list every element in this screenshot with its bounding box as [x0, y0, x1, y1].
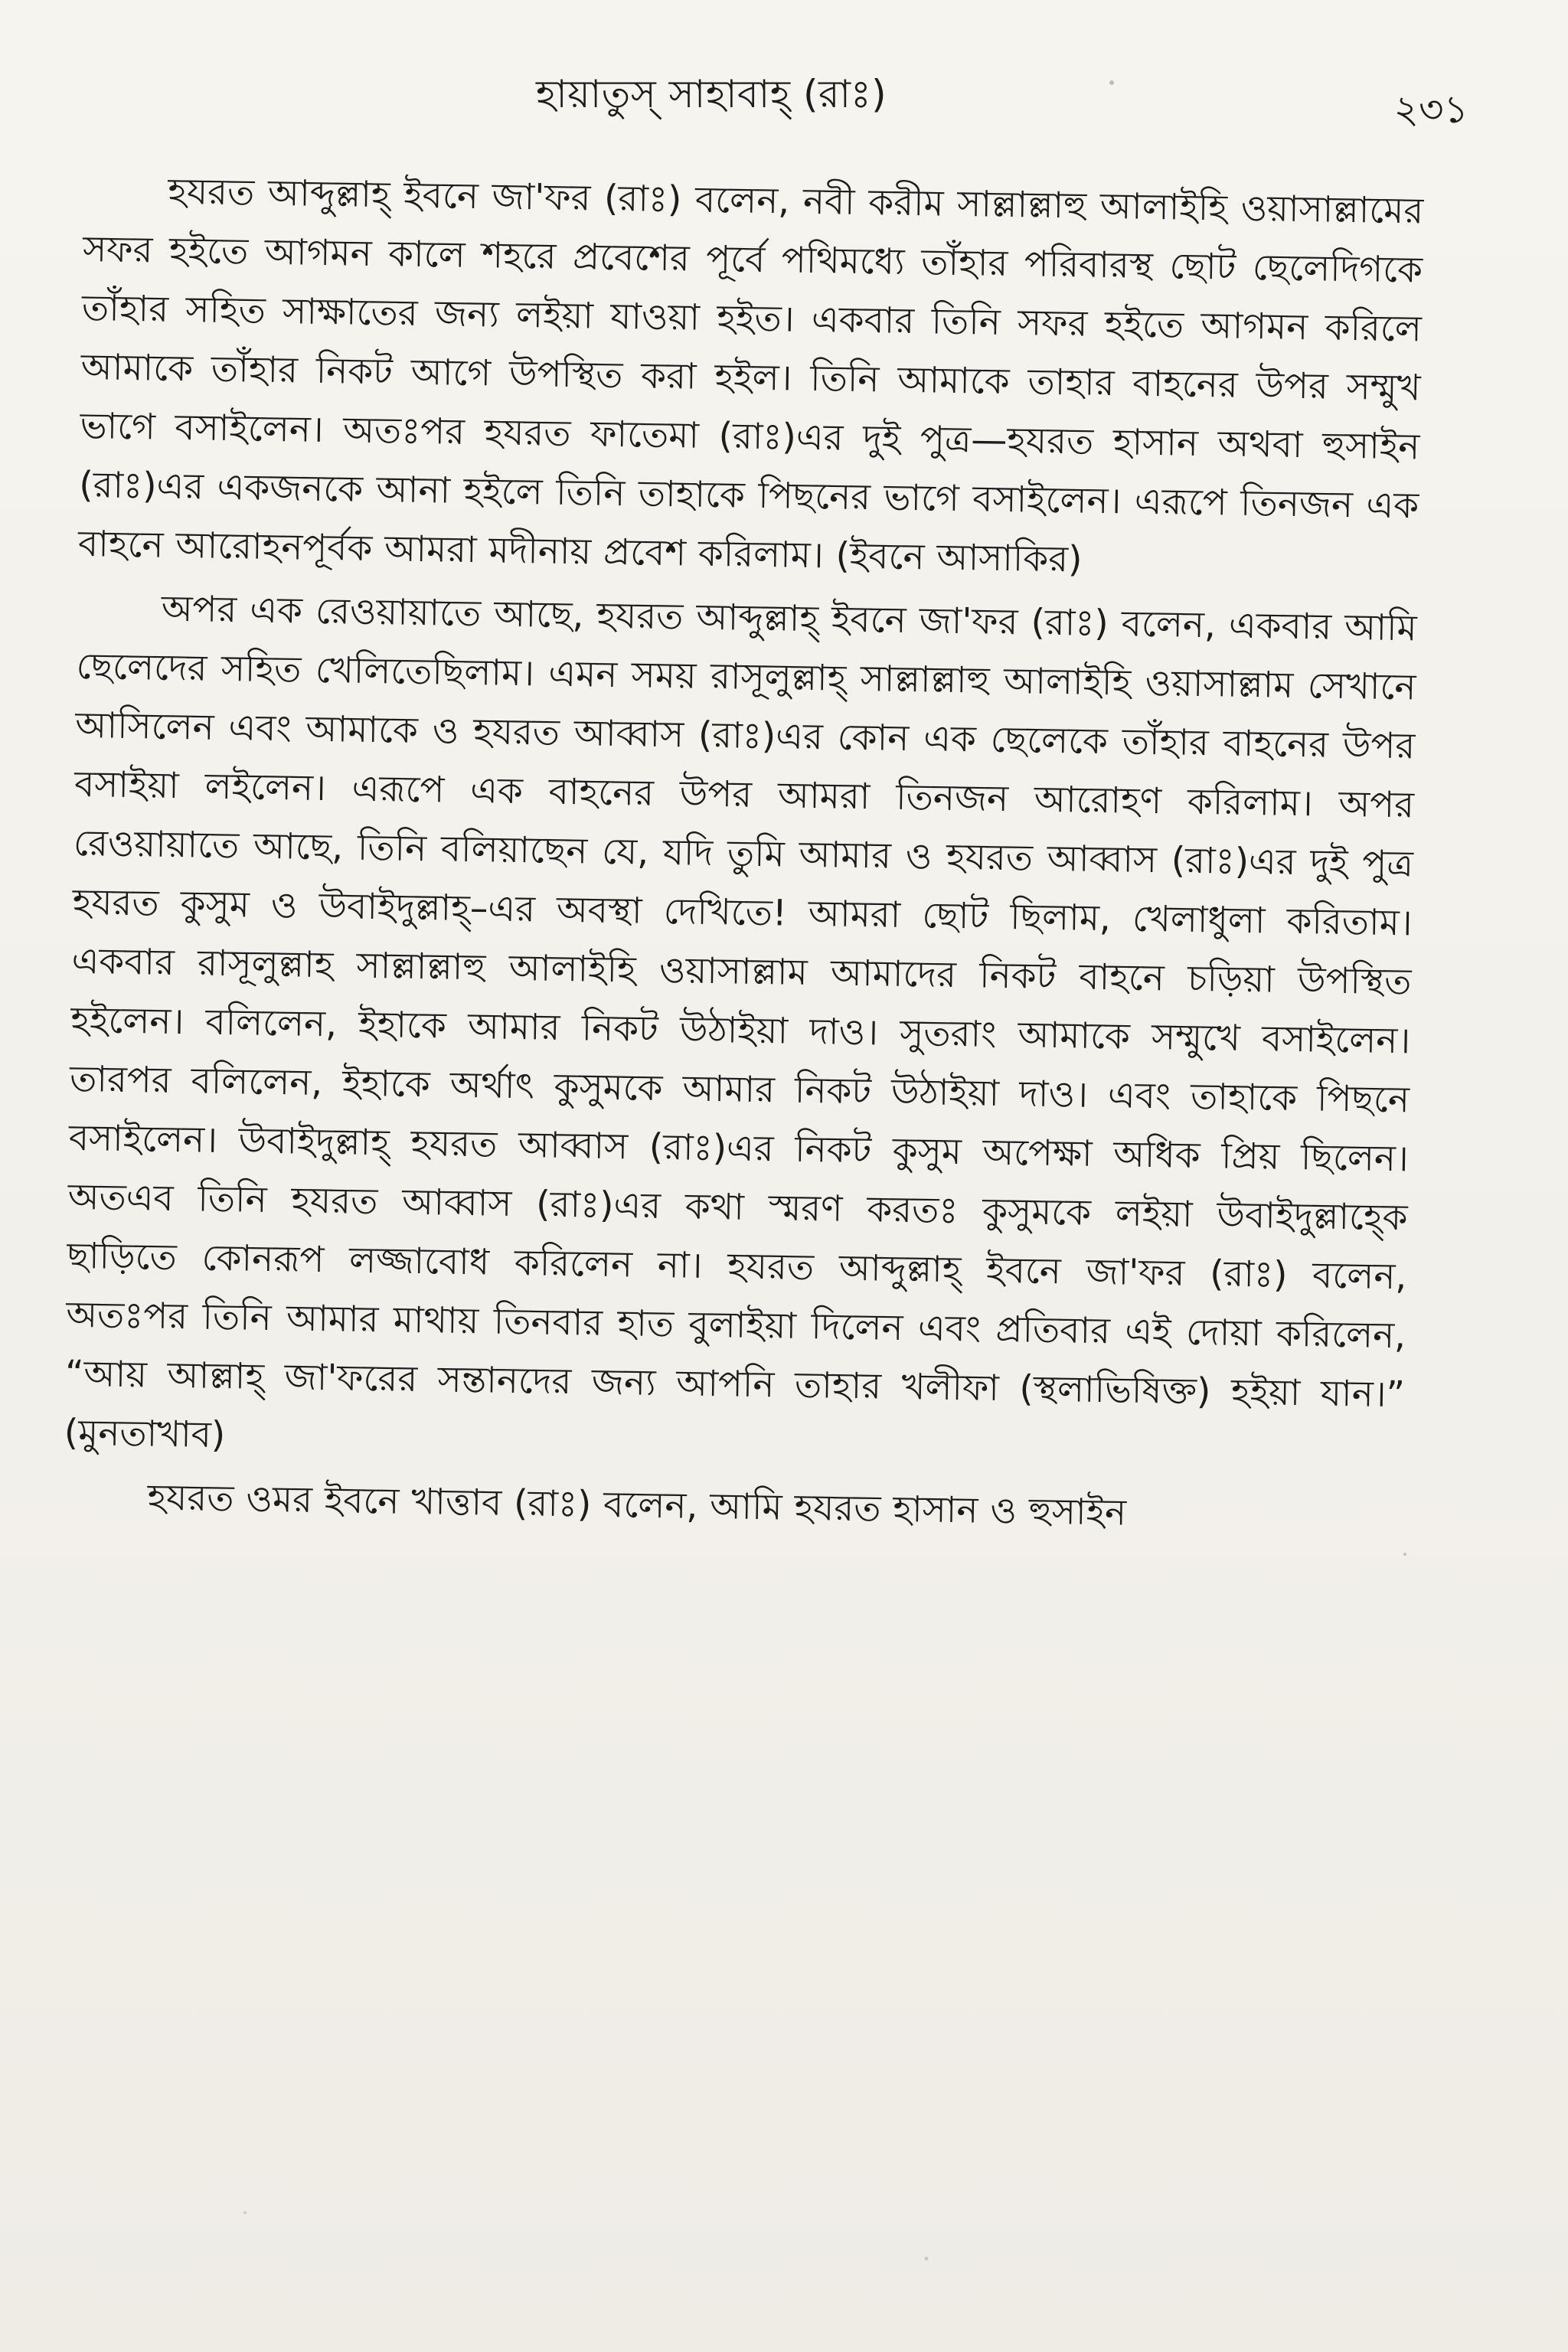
page-header: [0, 55, 1568, 139]
running-title: হায়াতুস্ সাহাবাহ্ (রাঃ): [536, 72, 887, 116]
paragraph-2: অপর এক রেওয়ায়াতে আছে, হযরত আব্দুল্লাহ্ ইবনে জা'ফর (রাঃ) বলেন, একবার আমি ছেলেদের সহিত খেলিতেছিলাম। এমন সময় রাসূলুল্লাহ্ সাল্লাল্লাহু আলাইহি ওয়াসাল্লাম সেখানে আসিলেন এবং আমাকে ও হযরত আব্বাস (রাঃ)এর কোন এক ছেলেকে তাঁহার বাহনের উপর বসাইয়া লইলেন। এরূপে এক বাহনের উপর আমরা তিনজন আরোহণ করিলাম। অপর রেওয়ায়াতে আছে, তিনি বলিয়াছেন যে, যদি তুমি আমার ও হযরত আব্বাস (রাঃ)এর দুই পুত্র হযরত কুসুম ও উবাইদুল্লাহ্–এর অবস্থা দেখিতে! আমরা ছোট ছিলাম, খেলাধুলা করিতাম। একবার রাসূলুল্লাহ সাল্লাল্লাহু আলাইহি ওয়াসাল্লাম আমাদের নিকট বাহনে চড়িয়া উপস্থিত হইলেন। বলিলেন, ইহাকে আমার নিকট উঠাইয়া দাও। সুতরাং আমাকে সম্মুখে বসাইলেন। তারপর বলিলেন, ইহাকে অর্থাৎ কুসুমকে আমার নিকট উঠাইয়া দাও। এবং তাহাকে পিছনে বসাইলেন। উবাইদুল্লাহ্ হযরত আব্বাস (রাঃ)এর নিকট কুসুম অপেক্ষা অধিক প্রিয় ছিলেন। অতএব তিনি হযরত আব্বাস (রাঃ)এর কথা স্মরণ করতঃ কুসুমকে লইয়া উবাইদুল্লাহ্কে ছাড়িতে কোনরূপ লজ্জাবোধ করিলেন না। হযরত আব্দুল্লাহ্ ইবনে জা'ফর (রাঃ) বলেন, অতঃপর তিনি আমার মাথায় তিনবার হাত বুলাইয়া দিলেন এবং প্রতিবার এই দোয়া করিলেন, “আয় আল্লাহ্ জা'ফরের সন্তানদের জন্য আপনি তাহার খলীফা (স্থলাভিষিক্ত) হইয়া যান।” (মুনতাখাব): [64, 587, 1418, 1457]
paragraph-1: হযরত আব্দুল্লাহ্ ইবনে জা'ফর (রাঃ) বলেন, নবী করীম সাল্লাল্লাহু আলাইহি ওয়াসাল্লামের সফর হইতে আগমন কালে শহরে প্রবেশের পূর্বে পথিমধ্যে তাঁহার পরিবারস্থ ছোট ছেলেদিগকে তাঁহার সহিত সাক্ষাতের জন্য লইয়া যাওয়া হইত। একবার তিনি সফর হইতে আগমন করিলে আমাকে তাঁহার নিকট আগে উপস্থিত করা হইল। তিনি আমাকে তাহার বাহনের উপর সম্মুখ ভাগে বসাইলেন। অতঃপর হযরত ফাতেমা (রাঃ)এর দুই পুত্র—হযরত হাসান অথবা হুসাইন (রাঃ)এর একজনকে আনা হইলে তিনি তাহাকে পিছনের ভাগে বসাইলেন। এরূপে তিনজন এক বাহনে আরোহনপূর্বক আমরা মদীনায় প্রবেশ করিলাম। (ইবনে আসাকির): [77, 170, 1424, 581]
page-number: ২৩১: [1393, 87, 1468, 132]
body-text: [63, 161, 1424, 1547]
paragraph-3: হযরত ওমর ইবনে খাত্তাব (রাঃ) বলেন, আমি হযরত হাসান ও হুসাইন: [147, 1476, 1127, 1534]
